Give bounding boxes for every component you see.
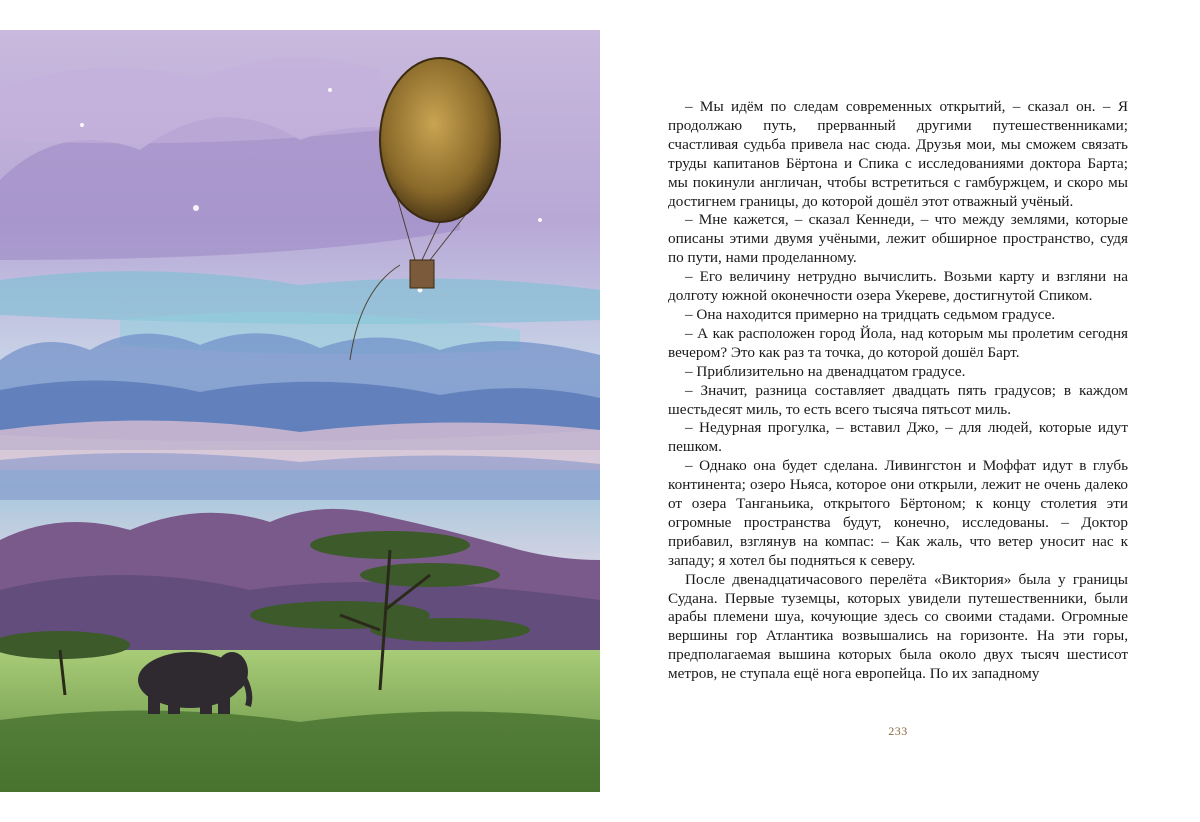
paragraph: – Мы идём по следам современных открытий, – сказал он. – Я продолжаю путь, прерванный другими путешественниками; счастливая судьба привела нас сюда. Друзья мои, мы сможем связать труды капитанов Бёртона и Спика с исследованиями доктора Барта; мы покинули англичан, чтобы встретиться с гамбуржцем, и скоро мы достигнем границы, до которой дошёл этот отважный учёный. [668, 98, 1128, 210]
balloon-savanna-illustration-icon [0, 30, 600, 792]
illustration-panel [0, 30, 600, 792]
paragraph: – Мне кажется, – сказал Кеннеди, – что между землями, которые описаны этими двумя учёными, лежит обширное пространство, судя по пути, нами проделанному. [668, 211, 1128, 267]
paragraph: – Она находится примерно на тридцать седьмом градусе. [685, 305, 1056, 323]
paragraph: – Значит, разница составляет двадцать пять градусов; в каждом шестьдесят миль, то есть всего тысяча пятьсот миль. [668, 381, 1128, 418]
page-number: 233 [888, 724, 908, 738]
paragraph: – Однако она будет сделана. Ливингстон и Моффат идут в глубь континента; озеро Ньяса, которое они открыли, лежит не очень далеко от озера Танганьика, открытого Бёртоном; к концу столетия эти огромные пространства будут, конечно, исследованы. – Доктор прибавил, взглянув на компас: – Как жаль, что ветер уносит нас к западу; я хотел бы подняться к северу. [668, 457, 1128, 569]
paragraph: После двенадцатичасового перелёта «Виктория» была у границы Судана. Первые туземцы, которых увидели путешественники, были арабы племени шуа, кочующие здесь со своими стадами. Огромные вершины гор Атлантика возвышались на горизонте. На эти горы, предполагаемая вышина которых была около двух тысяч шестисот метров, не ступала ещё нога европейца. По их западному [668, 570, 1128, 683]
paragraph: – Приблизительно на двенадцатом градусе. [685, 362, 966, 380]
paragraph: – А как расположен город Йола, над которым мы пролетим сегодня вечером? Это как раз та точка, до которой дошёл Барт. [668, 324, 1128, 361]
paragraph: – Его величину нетрудно вычислить. Возьми карту и взгляни на долготу южной оконечности озера Укереве, достигнутой Спиком. [668, 268, 1128, 305]
text-page [668, 98, 1128, 684]
paragraph: – Недурная прогулка, – вставил Джо, – для людей, которые идут пешком. [668, 419, 1128, 456]
